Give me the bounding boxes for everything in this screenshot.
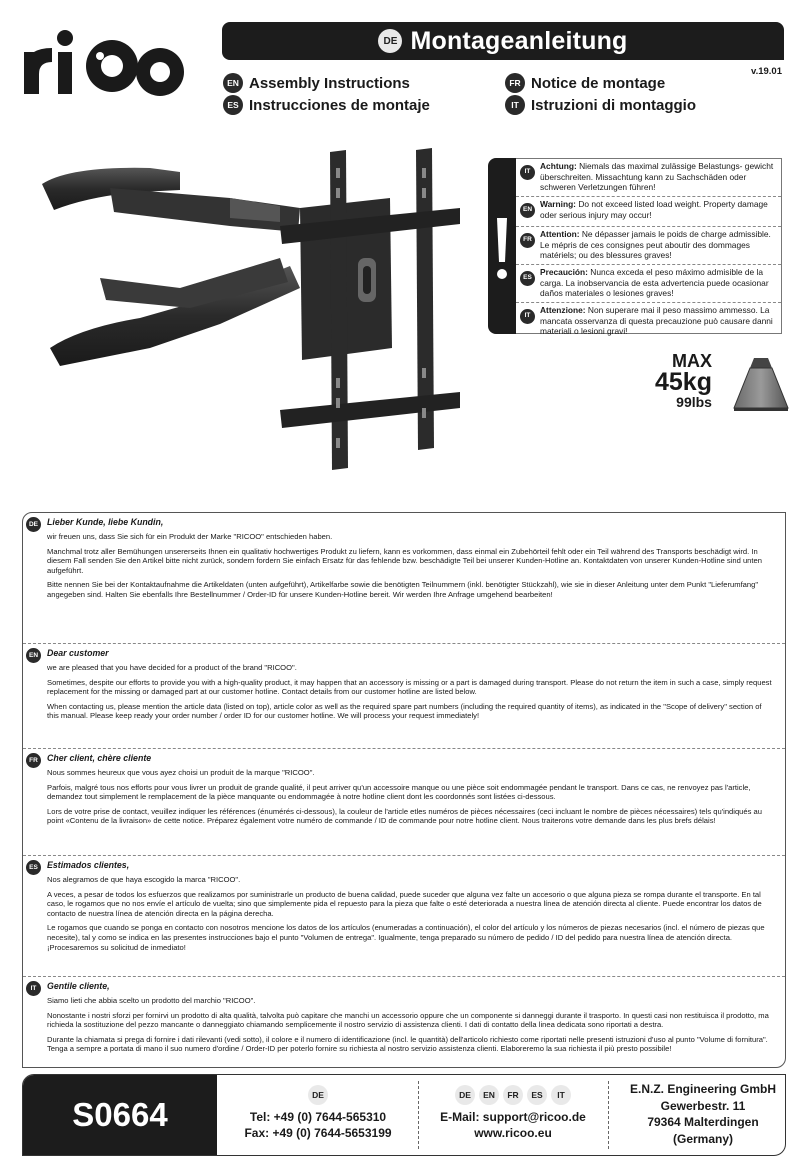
exclamation-icon: [488, 158, 516, 334]
instruction-en: [223, 73, 410, 93]
company-name: E.N.Z. Engineering GmbH: [629, 1082, 776, 1096]
instruction-label: Notice de montage: [531, 74, 666, 92]
greeting: Lieber Kunde, liebe Kundin,: [47, 517, 164, 527]
lang-badge-de: DE: [308, 1085, 328, 1105]
info-section-de: [23, 513, 785, 644]
page-title: Montageanleitung: [410, 26, 628, 55]
paragraph: Parfois, malgré tous nos efforts pour vous livrer un produit de grande qualité, il peut arriver qu'un accessoire manque ou une pièce soit endommagée pendant le transport. Dans ce cas, ne renvoyez pas l'article, demandez tout simplement le remplacement de la pièce manquante ou endommagée à notre hotline client dont les coordonnés sont listées ci-dessous.: [47, 782, 751, 802]
lang-badge-en: EN: [520, 203, 535, 218]
lang-badge-it: IT: [26, 981, 41, 996]
lang-badge-es: ES: [26, 860, 41, 875]
info-section-es: [23, 856, 785, 977]
lang-badge-en: EN: [26, 648, 41, 663]
lang-badge-it: IT: [520, 165, 535, 180]
paragraph: Nous sommes heureux que vous ayez choisi un produit de la marque "RICOO".: [47, 768, 315, 777]
company-address: [623, 1081, 783, 1147]
email-address[interactable]: E-Mail: support@ricoo.de: [440, 1110, 586, 1124]
lang-badge-es: ES: [520, 271, 535, 286]
paragraph: Manchmal trotz aller Bemühungen unsererseits Ihnen ein qualitativ hochwertiges Produkt zu liefern, kann es vorkommen, dass einmal ein Zubehörteil fehlt oder ein Teil während des Transports beschädigt wird. In diesem Fall senden Sie den Artikel bitte nicht zurück, sondern fordern Sie einfach Ersatz für das fehlende bzw. beschädigte Teil bei unserer Kunden-Hotline an. Kontaktdaten von unserer Kunden-Hotline sind unten aufgeführt.: [47, 546, 762, 575]
city: 79364 Malterdingen: [647, 1115, 759, 1129]
info-section-it: [23, 977, 785, 1062]
paragraph: Nonostante i nostri sforzi per fornirvi un prodotto di alta qualità, talvolta può capitare che manchi un accessorio oppure che un componente si danneggi durante il trasporto. In questi casi non restituisca il prodotto, ma richieda la sostituzione del pezzo mancante o danneggiato chiamando semplicemente il nostro servizio di assistenza clienti. I dati di contatto della linea dedicata sono riportati a destra.: [47, 1010, 769, 1030]
lang-badge-fr: FR: [503, 1085, 523, 1105]
country: (Germany): [672, 1131, 734, 1146]
website-link[interactable]: www.ricoo.eu: [474, 1126, 552, 1140]
title-bar: [222, 22, 784, 60]
lang-badge-it: IT: [505, 95, 525, 115]
lang-badge-fr: FR: [26, 753, 41, 768]
warning-row: FR Attention: Ne dépasser jamais le poids de charge admissible. Le mépris de ces consignes peut aboutir des dommages matériels; ou des blessures graves!: [516, 227, 781, 265]
info-section-en: [23, 644, 785, 749]
lang-badge-es: ES: [223, 95, 243, 115]
weight-icon: [730, 356, 792, 412]
paragraph: we are pleased that you have decided for a product of the brand "RICOO".: [47, 663, 297, 672]
greeting: Cher client, chère cliente: [47, 753, 152, 763]
fax-number: Fax: +49 (0) 7644-5653199: [244, 1126, 392, 1140]
version-label: v.19.01: [751, 66, 782, 77]
paragraph: wir freuen uns, dass Sie sich für ein Produkt der Marke "RICOO" entschieden haben.: [47, 532, 333, 541]
max-load: [655, 352, 712, 410]
lang-badge-it: IT: [520, 309, 535, 324]
max-label: MAX: [671, 351, 712, 371]
phone-number: Tel: +49 (0) 7644-565310: [249, 1110, 387, 1124]
lang-badge-en: EN: [479, 1085, 499, 1105]
instruction-label: Assembly Instructions: [249, 74, 410, 92]
paragraph: Durante la chiamata si prega di fornire i dati rilevanti (vedi sotto), il colore e il numero di identificazione (incl. le quantità) dell'articolo richiesto come riportati nelle presenti istruzioni d'uso al punto "Volume di fornitura". Tenga a sempre a portata di mano il suo numero d'ordine / Order-ID per poterlo fornire su richiesta al nostro servizio assistenza clienti. Elaboreremo la sua richiesta il più presto possibile!: [47, 1034, 768, 1054]
tv-mount-illustration: [30, 148, 470, 478]
footer: [22, 1074, 786, 1156]
info-section-fr: [23, 749, 785, 856]
lang-badge-it: IT: [551, 1085, 571, 1105]
max-kg: 45kg: [655, 368, 712, 396]
greeting: Gentile cliente,: [47, 981, 110, 991]
phone-contact: [223, 1075, 413, 1155]
instruction-label: Instrucciones de montaje: [249, 96, 430, 114]
paragraph: Nos alegramos de que haya escogido la marca "RICOO".: [47, 875, 241, 884]
lang-badge-de: DE: [26, 517, 41, 532]
instruction-label: Istruzioni di montaggio: [531, 96, 696, 114]
instruction-fr: [505, 73, 665, 93]
warning-box: [488, 158, 782, 334]
divider: [608, 1081, 610, 1149]
warning-row: EN Warning: Do not exceed listed load weight. Property damage oder serious injury may occur!: [516, 197, 781, 227]
greeting: Dear customer: [47, 648, 109, 658]
paragraph: Siamo lieti che abbia scelto un prodotto del marchio "RICOO".: [47, 996, 256, 1005]
ricoo-logo: [22, 18, 190, 100]
max-lbs: 99lbs: [676, 394, 712, 410]
instruction-it: [505, 95, 696, 115]
lang-badge-de: DE: [378, 29, 402, 53]
paragraph: A veces, a pesar de todos los esfuerzos que realizamos por suministrarle un producto de buena calidad, puede suceder que alguna vez falte un accesorio o que alguna pieza se rompa durante el transporte. En tal caso, le rogamos que no nos envíe el artículo de vuelta; sino que simplemente pida el repuesto para la pieza que falte o esté deteriorada a nuestra línea de atención directa al cliente. Puede encontrar los datos de contacto de nuestra línea de atención directa en la página derecha.: [47, 889, 762, 918]
paragraph: Lors de votre prise de contact, veuillez indiquer les références (énumérés ci-dessous), la couleur de l'article etles numéros de pièces nécessaires (ceci incluant le nombre de pièces nécessaires) tels qu'indiqués au point «Contenu de la livraison» de cette notice. Préparez également votre numéro de commande / ID de commande pour notre hotline client. Nous traiterons votre demande dans les plus brefs délais!: [47, 806, 762, 826]
email-contact: [423, 1075, 603, 1155]
paragraph: When contacting us, please mention the article data (listed on top), article color as well as the required spare part numbers (including the required quantity of items), as indicated in the "Scope of delivery" section of this manual. Please keep ready your order number / order ID for our customer hotline. We will process your request immediately!: [47, 701, 762, 721]
paragraph: Sometimes, despite our efforts to provide you with a high-quality product, it may happen that an accessory is missing or a part is damaged during transport. Please do not return the item in such a case, simply request replacement for the missing or damaged part at our customer hotline. Contact details from our customer hotline are listed below.: [47, 677, 772, 697]
warning-row: IT Attenzione: Non superare mai il peso massimo ammesso. La mancata osservanza di questa precauzione può causare danni materiali o lesioni gravi!: [516, 303, 781, 333]
lang-badge-es: ES: [527, 1085, 547, 1105]
customer-info-box: [22, 512, 786, 1068]
paragraph: Bitte nennen Sie bei der Kontaktaufnahme die Artikeldaten (unten aufgeführt), Artikelfarbe sowie die benötigten Teilnummern (inkl. benötigter Stückzahl), wie sie in dieser Anleitung unter dem Punkt "Lieferumfang" angegeben sind. Halten Sie ebenfalls Ihre Bestellnummer / Order-ID für unsere Kunden-Hotline bereit. Wir werden Ihre Anfrage umgehend bearbeiten!: [47, 580, 759, 599]
warning-row: IT Achtung: Niemals das maximal zulässige Belastungs- gewicht überschreiten. Missachtung kann zu Sachschäden oder schweren Verletzungen führen!: [516, 159, 781, 197]
lang-badge-de: DE: [455, 1085, 475, 1105]
lang-badge-fr: FR: [505, 73, 525, 93]
warning-row: ES Precaución: Nunca exceda el peso máximo admisible de la carga. La inobservancia de esta advertencia puede ocasionar daños materiales o lesiones graves!: [516, 265, 781, 303]
instruction-es: [223, 95, 430, 115]
paragraph: Le rogamos que cuando se ponga en contacto con nosotros mencione los datos de los artículos (enumeradas a continuación), el color del artículo y los números de piezas necesarios (incl. el número de piezas que necesite), tal y como se indica en las presentes instrucciones bajo el punto "Volumen de entrega". Igualmente, tenga preparado su número de pedido / ID del pedido para nuestra línea de atención directa. ¡Procesaremos su solicitud de inmediato!: [47, 923, 765, 952]
lang-badge-fr: FR: [520, 233, 535, 248]
product-code: S0664: [23, 1075, 217, 1155]
greeting: Estimados clientes,: [47, 860, 130, 870]
divider: [418, 1081, 420, 1149]
lang-badge-en: EN: [223, 73, 243, 93]
street: Gewerbestr. 11: [660, 1098, 746, 1113]
